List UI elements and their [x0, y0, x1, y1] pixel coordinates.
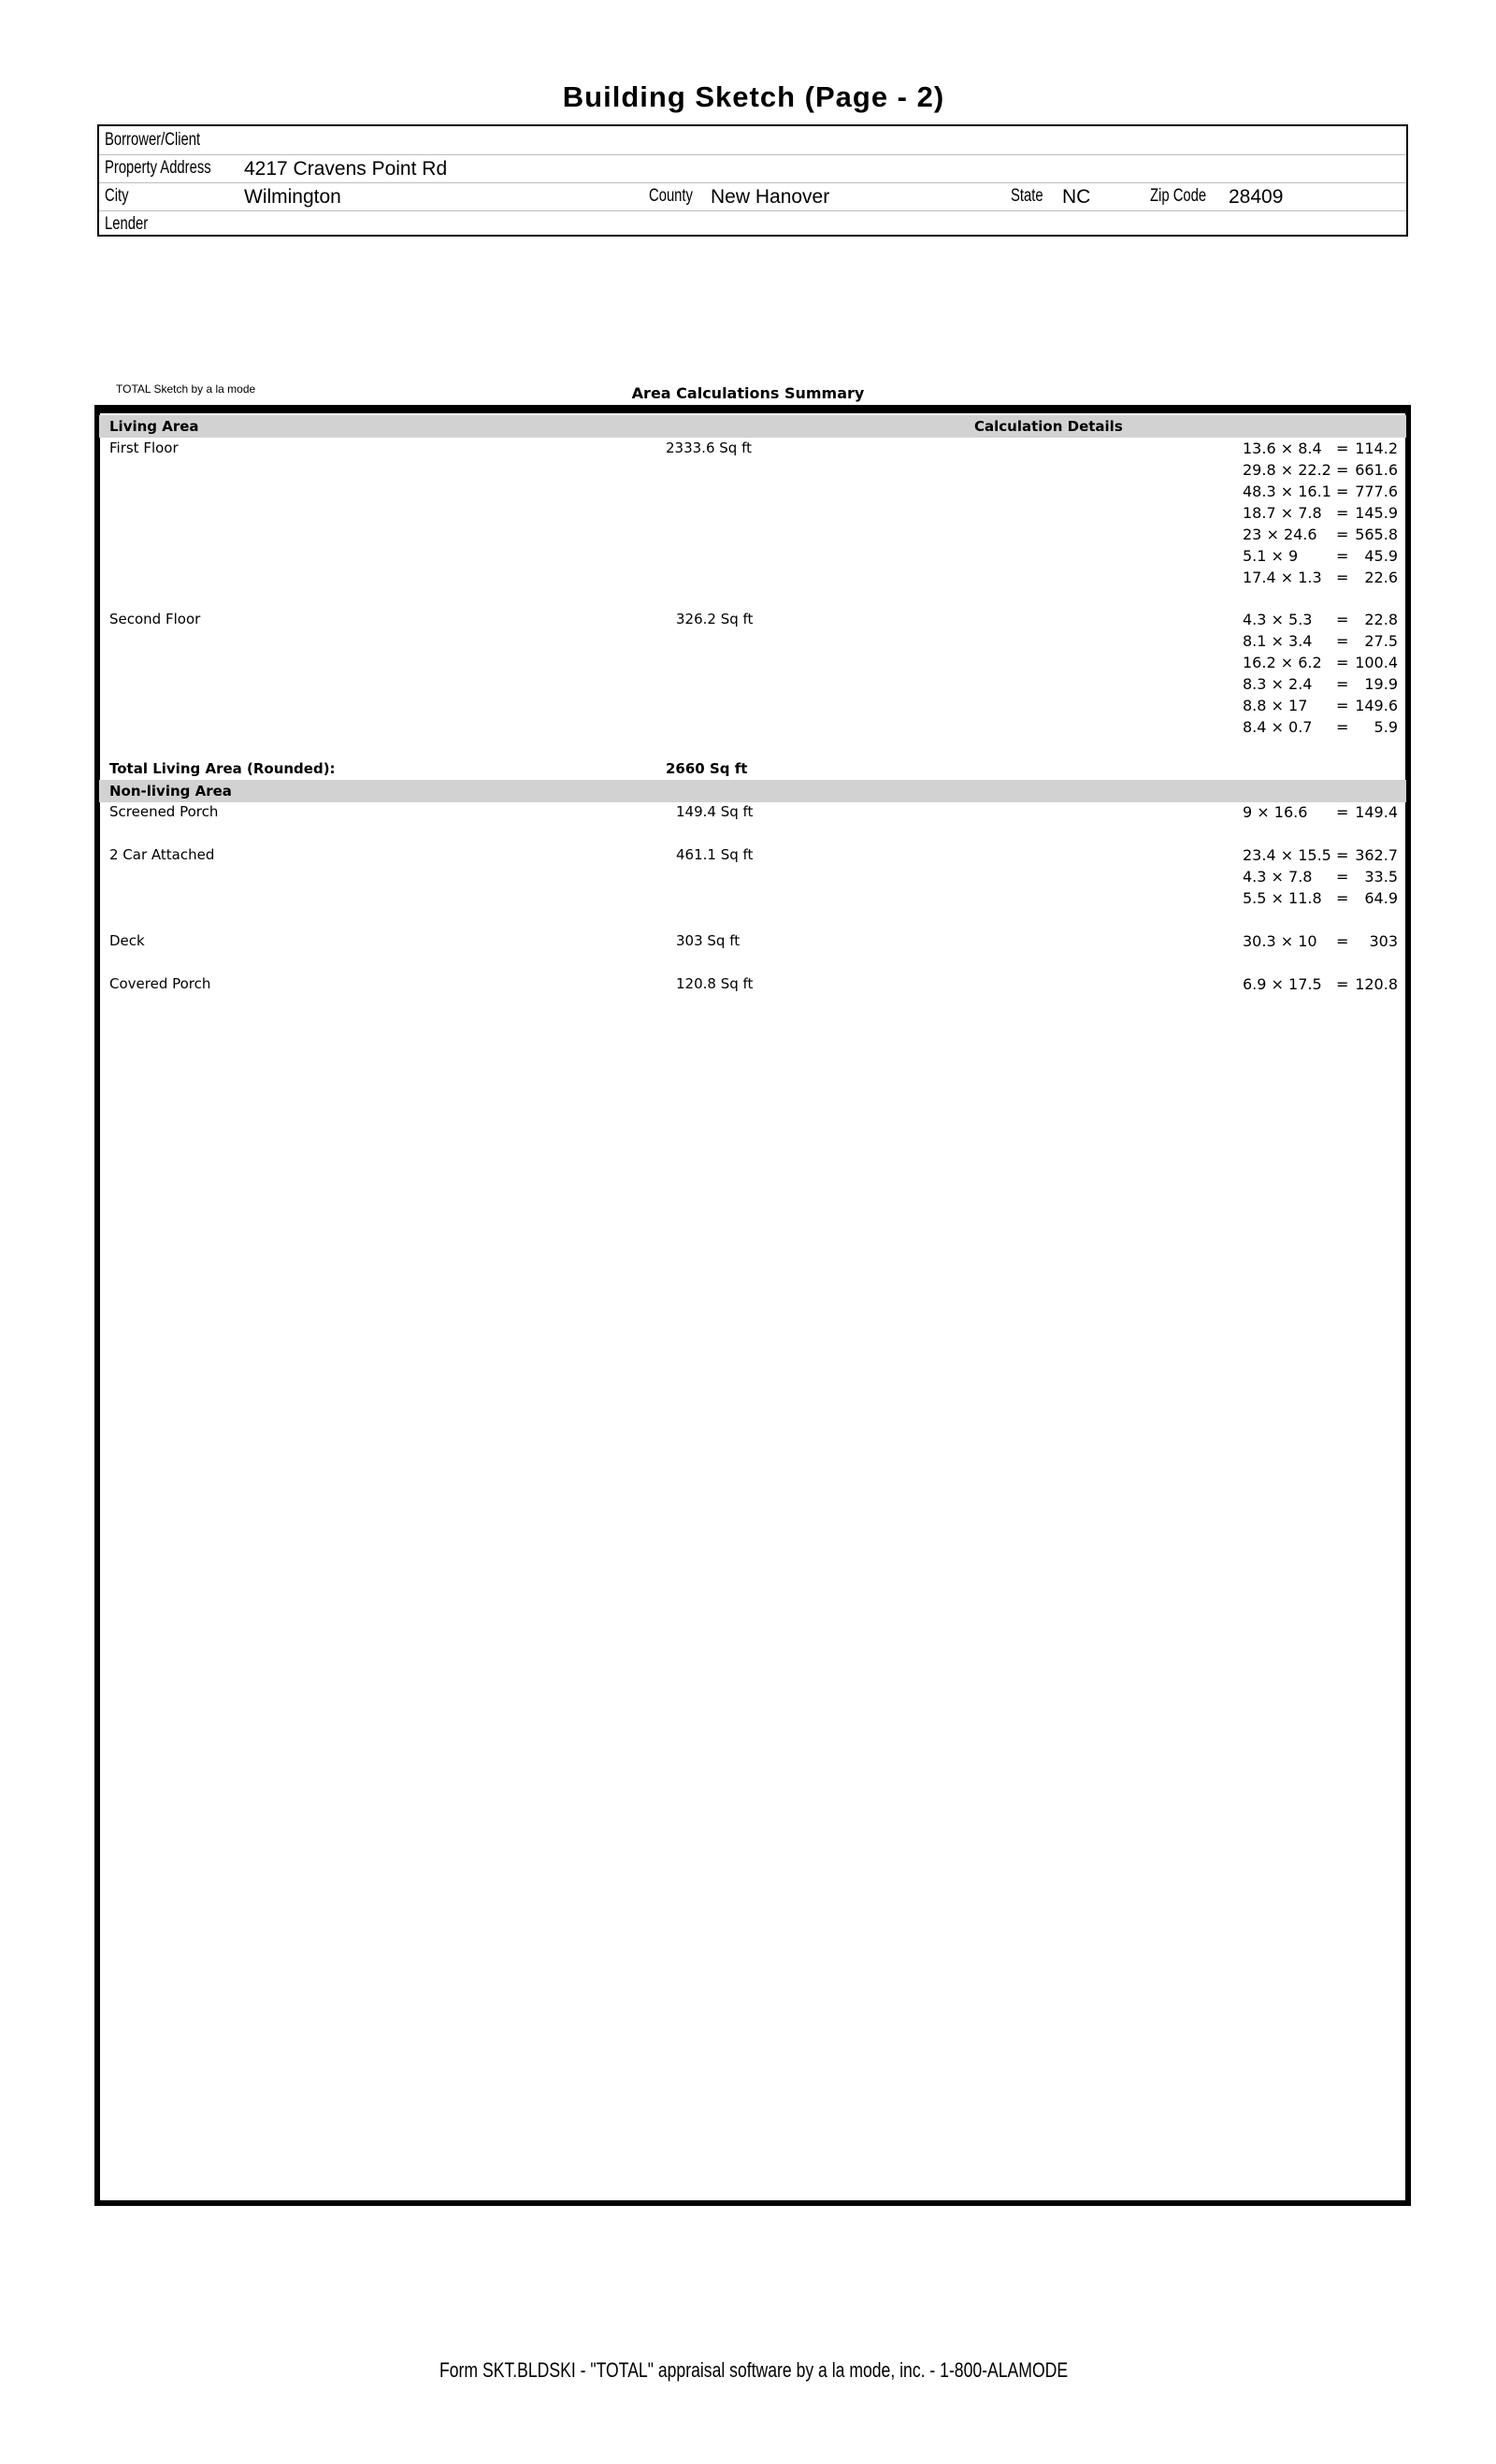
calc-expr: 8.3 × 2.4 — [1243, 675, 1313, 693]
calc-equals: = — [1336, 718, 1349, 736]
borrower-label: Borrower/Client — [105, 130, 201, 150]
calc-expr: 30.3 × 10 — [1243, 932, 1317, 950]
calc-line — [1243, 675, 1398, 696]
area-name: Deck — [109, 932, 145, 949]
calc-line — [1243, 975, 1398, 996]
calc-equals: = — [1336, 846, 1349, 864]
calc-expr: 13.6 × 8.4 — [1243, 439, 1322, 457]
calc-result: 145.9 — [1355, 504, 1398, 522]
calc-expr: 16.2 × 6.2 — [1243, 654, 1322, 671]
calc-equals: = — [1336, 632, 1349, 650]
calc-line — [1243, 868, 1398, 888]
calc-expr: 17.4 × 1.3 — [1243, 569, 1322, 586]
calc-result: 114.2 — [1355, 439, 1398, 457]
calc-equals: = — [1336, 611, 1349, 628]
summary-title: Area Calculations Summary — [631, 384, 865, 402]
calc-line — [1243, 846, 1398, 867]
calc-equals: = — [1336, 654, 1349, 671]
total-living-value: 2660 Sq ft — [666, 760, 748, 777]
area-value: 461.1 Sq ft — [676, 846, 754, 863]
calc-expr: 8.1 × 3.4 — [1243, 632, 1313, 650]
living-area-header — [99, 415, 1406, 438]
calc-result: 64.9 — [1364, 889, 1398, 907]
calc-equals: = — [1336, 697, 1349, 714]
calc-expr: 23.4 × 15.5 — [1243, 846, 1331, 864]
calc-line — [1243, 547, 1398, 568]
city-row — [99, 182, 1406, 211]
calc-equals: = — [1336, 547, 1349, 565]
area-value: 326.2 Sq ft — [676, 611, 754, 627]
calc-equals: = — [1336, 675, 1349, 693]
calc-expr: 8.8 × 17 — [1243, 697, 1308, 714]
calculations-frame — [94, 405, 1411, 2206]
sketch-credit: TOTAL Sketch by a la mode — [116, 382, 256, 396]
calc-expr: 48.3 × 16.1 — [1243, 483, 1331, 500]
calc-result: 5.9 — [1374, 718, 1398, 736]
living-area-title: Living Area — [109, 418, 199, 435]
calc-equals: = — [1336, 439, 1349, 457]
calc-result: 120.8 — [1355, 975, 1398, 993]
calc-equals: = — [1336, 526, 1349, 543]
form-footer — [0, 2358, 1496, 2383]
page-title: Building Sketch (Page - 2) — [562, 80, 945, 113]
calc-line — [1243, 569, 1398, 589]
calc-expr: 6.9 × 17.5 — [1243, 975, 1322, 993]
calc-line — [1243, 654, 1398, 674]
area-value: 120.8 Sq ft — [676, 975, 754, 992]
state-label: State — [1011, 186, 1043, 206]
calc-result: 22.6 — [1364, 569, 1398, 586]
area-name: 2 Car Attached — [109, 846, 215, 863]
calc-expr: 4.3 × 5.3 — [1243, 611, 1313, 628]
county-value: New Hanover — [711, 186, 830, 208]
subject-header-box — [97, 124, 1408, 237]
calc-equals: = — [1336, 868, 1349, 886]
calc-equals: = — [1336, 975, 1349, 993]
lender-row — [99, 210, 1406, 238]
calc-line — [1243, 526, 1398, 546]
calc-result: 45.9 — [1364, 547, 1398, 565]
calc-result: 22.8 — [1364, 611, 1398, 628]
calculation-details-title: Calculation Details — [974, 418, 1123, 435]
calc-equals: = — [1336, 932, 1349, 950]
calc-line — [1243, 611, 1398, 631]
calc-line — [1243, 504, 1398, 525]
calc-expr: 9 × 16.6 — [1243, 803, 1308, 821]
calc-result: 19.9 — [1364, 675, 1398, 693]
calc-line — [1243, 697, 1398, 717]
calc-line — [1243, 803, 1398, 824]
calc-equals: = — [1336, 504, 1349, 522]
calc-equals: = — [1336, 803, 1349, 821]
address-row — [99, 154, 1406, 183]
calc-equals: = — [1336, 461, 1349, 479]
calc-expr: 5.5 × 11.8 — [1243, 889, 1322, 907]
calc-line — [1243, 439, 1398, 460]
non-living-area-title: Non-living Area — [109, 783, 232, 800]
calc-expr: 4.3 × 7.8 — [1243, 868, 1313, 886]
city-value: Wilmington — [244, 186, 341, 208]
calc-result: 27.5 — [1364, 632, 1398, 650]
area-name: Covered Porch — [109, 975, 211, 992]
borrower-row — [99, 126, 1406, 155]
lender-label: Lender — [105, 214, 149, 234]
calc-result: 777.6 — [1355, 483, 1398, 500]
calc-result: 362.7 — [1355, 846, 1398, 864]
calc-expr: 8.4 × 0.7 — [1243, 718, 1313, 736]
area-value: 2333.6 Sq ft — [666, 439, 752, 456]
calc-result: 565.8 — [1355, 526, 1398, 543]
calc-line — [1243, 461, 1398, 482]
calc-result: 303 — [1369, 932, 1398, 950]
calc-expr: 23 × 24.6 — [1243, 526, 1317, 543]
calc-result: 149.6 — [1355, 697, 1398, 714]
calc-result: 149.4 — [1355, 803, 1398, 821]
calc-result: 33.5 — [1364, 868, 1398, 886]
calc-line — [1243, 932, 1398, 953]
address-label: Property Address — [105, 158, 211, 178]
zip-value: 28409 — [1229, 186, 1284, 208]
calc-result: 661.6 — [1355, 461, 1398, 479]
calc-equals: = — [1336, 483, 1349, 500]
calc-result: 100.4 — [1355, 654, 1398, 671]
county-label: County — [649, 186, 693, 206]
calc-line — [1243, 889, 1398, 910]
state-value: NC — [1062, 186, 1091, 208]
area-value: 303 Sq ft — [676, 932, 741, 949]
total-living-label: Total Living Area (Rounded): — [109, 760, 336, 777]
non-living-area-header — [99, 780, 1406, 802]
footer-text: Form SKT.BLDSKI - "TOTAL" appraisal software by a la mode, inc. - 1-800-ALAMODE — [439, 2358, 1069, 2382]
calc-expr: 18.7 × 7.8 — [1243, 504, 1322, 522]
calc-expr: 29.8 × 22.2 — [1243, 461, 1331, 479]
calc-expr: 5.1 × 9 — [1243, 547, 1299, 565]
area-value: 149.4 Sq ft — [676, 803, 754, 820]
calc-line — [1243, 483, 1398, 503]
area-name: Screened Porch — [109, 803, 219, 820]
city-label: City — [105, 186, 129, 206]
area-name: First Floor — [109, 439, 179, 456]
calc-equals: = — [1336, 889, 1349, 907]
zip-label: Zip Code — [1150, 186, 1207, 206]
calc-line — [1243, 632, 1398, 653]
calc-equals: = — [1336, 569, 1349, 586]
area-name: Second Floor — [109, 611, 201, 627]
address-value: 4217 Cravens Point Rd — [244, 158, 448, 180]
calc-line — [1243, 718, 1398, 739]
